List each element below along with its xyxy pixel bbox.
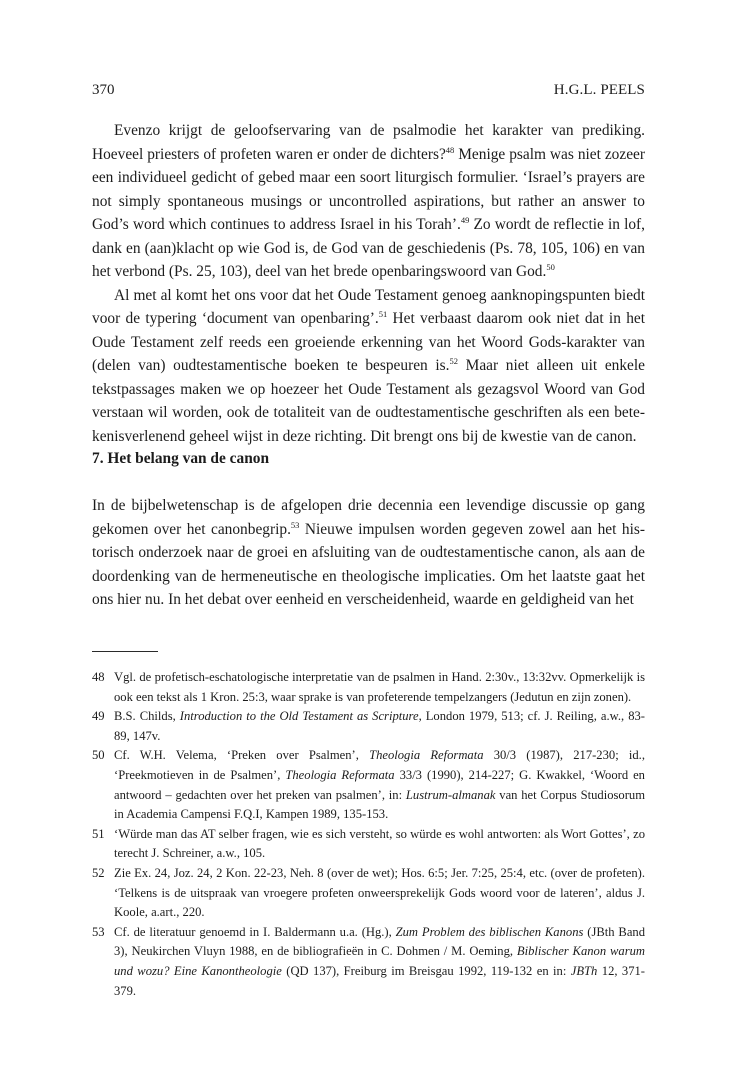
- italic-title: Introduction to the Old Testament as Scripture: [179, 709, 419, 724]
- section-heading: 7. Het belang van de canon: [92, 450, 270, 467]
- footnote-reference[interactable]: 49: [460, 215, 470, 225]
- footnote-number: 50: [92, 748, 105, 763]
- footnote-number: 52: [92, 865, 105, 880]
- footnote: [92, 707, 645, 746]
- footnote-reference[interactable]: 52: [449, 356, 458, 366]
- footnote-number: 53: [92, 924, 105, 939]
- italic-title: Zum Problem des biblischen Kanons: [395, 924, 584, 939]
- body-section-1: [92, 119, 645, 448]
- footnote-number: 51: [92, 826, 105, 841]
- footnotes: [92, 668, 645, 1001]
- running-head: [92, 80, 645, 100]
- footnote-text: Zie Ex. 24, Joz. 24, 2 Kon. 22-23, Neh. 8 (over de wet); Hos. 6:5; Jer. 7:25, 25:4, etc. (over de profeten). ‘Telkens is de uitspraak van vroegere profeten onweersprekelijk Gods woord voor de lateren’, aldus J. Koole, a.art., 220.: [114, 865, 645, 920]
- footnote-number: 48: [92, 670, 105, 684]
- running-head-author: H.G.L. PEELS: [553, 82, 645, 98]
- footnote-separator: [92, 651, 158, 652]
- footnote: [92, 923, 645, 1001]
- footnote-reference[interactable]: 48: [445, 144, 455, 155]
- footnote-text: Cf. de literatuur genoemd in I. Baldermann u.a. (Hg.), Zum Problem des biblischen Kanons (JBth Band 3), Neukirchen Vluyn 1988, en de bibliografieën in C. Dohmen / M. Oeming, Biblischer Kanon warum und wozu? Eine Kanontheologie (QD 137), Freiburg im Breisgau 1992, 119-132 en in: JBTh 12, 371-379.: [114, 924, 645, 998]
- footnote: [92, 864, 645, 923]
- footnote-reference[interactable]: 53: [290, 519, 300, 530]
- footnote-reference[interactable]: 51: [378, 309, 388, 319]
- italic-title: Theologia Reformata: [369, 748, 484, 763]
- italic-title: JBTh: [570, 963, 598, 978]
- footnote-text: Cf. W.H. Velema, ‘Preken over Psalmen’, Theologia Reformata 30/3 (1987), 217-230; id., ‘Preekmotieven in de Psalmen’, Theologia Reformata 33/3 (1990), 214-227; G. Kwakkel, ‘Woord en antwoord – gedachten over het preken van psalmen’, in: Lustrum-almanak van het Corpus Studiosorum in Academia Campensi F.Q.I, Kampen 1989, 135-153.: [114, 748, 645, 822]
- footnote: [92, 825, 645, 864]
- footnote: [92, 746, 645, 824]
- footnote-reference[interactable]: 50: [546, 262, 555, 272]
- footnote-text: ‘Würde man das AT selber fragen, wie es sich versteht, so würde es wohl antworten: als Wort Gottes’, zo terecht J. Schreiner, a.w., 105.: [114, 826, 645, 861]
- italic-title: Biblischer Kanon warum und wozu? Eine Kanontheologie: [114, 944, 645, 978]
- italic-title: Theologia Reformata: [285, 767, 395, 782]
- paragraph: Al met al komt het ons voor dat het Oude Testament genoeg aanknopingspunten biedt voor de typering ‘document van openbaring’.$^{51}$ Het verbaast daarom ook niet dat in het Oude Testament zelf reeds een groeiende erkenning van het Woord Gods-karakter van (delen van) oudtestamentische boeken te bespeuren is.$^{52}$ Maar niet alleen uit enkele tekstpassages maken we op hoezeer het Oude Testament als gezagsvol Woord van God verstaan wil worden, ook de totaliteit van de oudtestamentische geschriften als een betekenisverlenend geheel wijst in deze richting. Dit brengt ons bij de kwestie van de canon.: [92, 286, 645, 445]
- footnote: [92, 668, 645, 707]
- body-section-2: [92, 494, 645, 612]
- paragraph: In de bijbelwetenschap is de afgelopen drie decennia een levendige discussie op gang gekomen over het canonbegrip.$^{53}$ Nieuwe impulsen worden gegeven zowel aan het historisch onderzoek naar de groei en afsluiting van de oudtestamentische canon, als aan de doordenking van de hermeneutische en theologische implicaties. Om het laatste gaat het ons hier nu. In het debat over eenheid en verscheidenheid, waarde en geldigheid van het: [92, 497, 645, 608]
- footnote-number: 49: [92, 709, 105, 724]
- footnote-text: Vgl. de profetisch-eschatologische interpretatie van de psalmen in Hand. 2:30v., 13:32vv. Opmerkelijk is ook een tekst als 1 Kron. 25:3, waar sprake is van profeterende tempelzangers (Jedutun en zijn zonen).: [114, 670, 645, 704]
- footnote-text: B.S. Childs, Introduction to the Old Testament as Scripture, London 1979, 513; cf. J. Reiling, a.w., 83-89, 147v.: [114, 709, 645, 743]
- page-number: 370: [92, 82, 115, 98]
- italic-title: Lustrum-almanak: [405, 787, 496, 802]
- paragraph: Evenzo krijgt de geloofservaring van de psalmodie het karakter van prediking. Hoeveel priesters of profeten waren er onder de dichters?$^{48}$ Menige psalm was niet zozeer een individueel gedicht of gebed maar een soort liturgisch formulier. ‘Israel’s prayers are not simply spontaneous musings or uncontrolled aspirations, but rather an answer to God’s word which continues to address Israel in his Torah’.$^{49}$ Zo wordt de reflectie in lof, dank en (aan)klacht op wie God is, de God van de geschiedenis (Ps. 78, 105, 106) en van het verbond (Ps. 25, 103), deel van het brede openbaringswoord van God.$^{50}$: [92, 122, 646, 280]
